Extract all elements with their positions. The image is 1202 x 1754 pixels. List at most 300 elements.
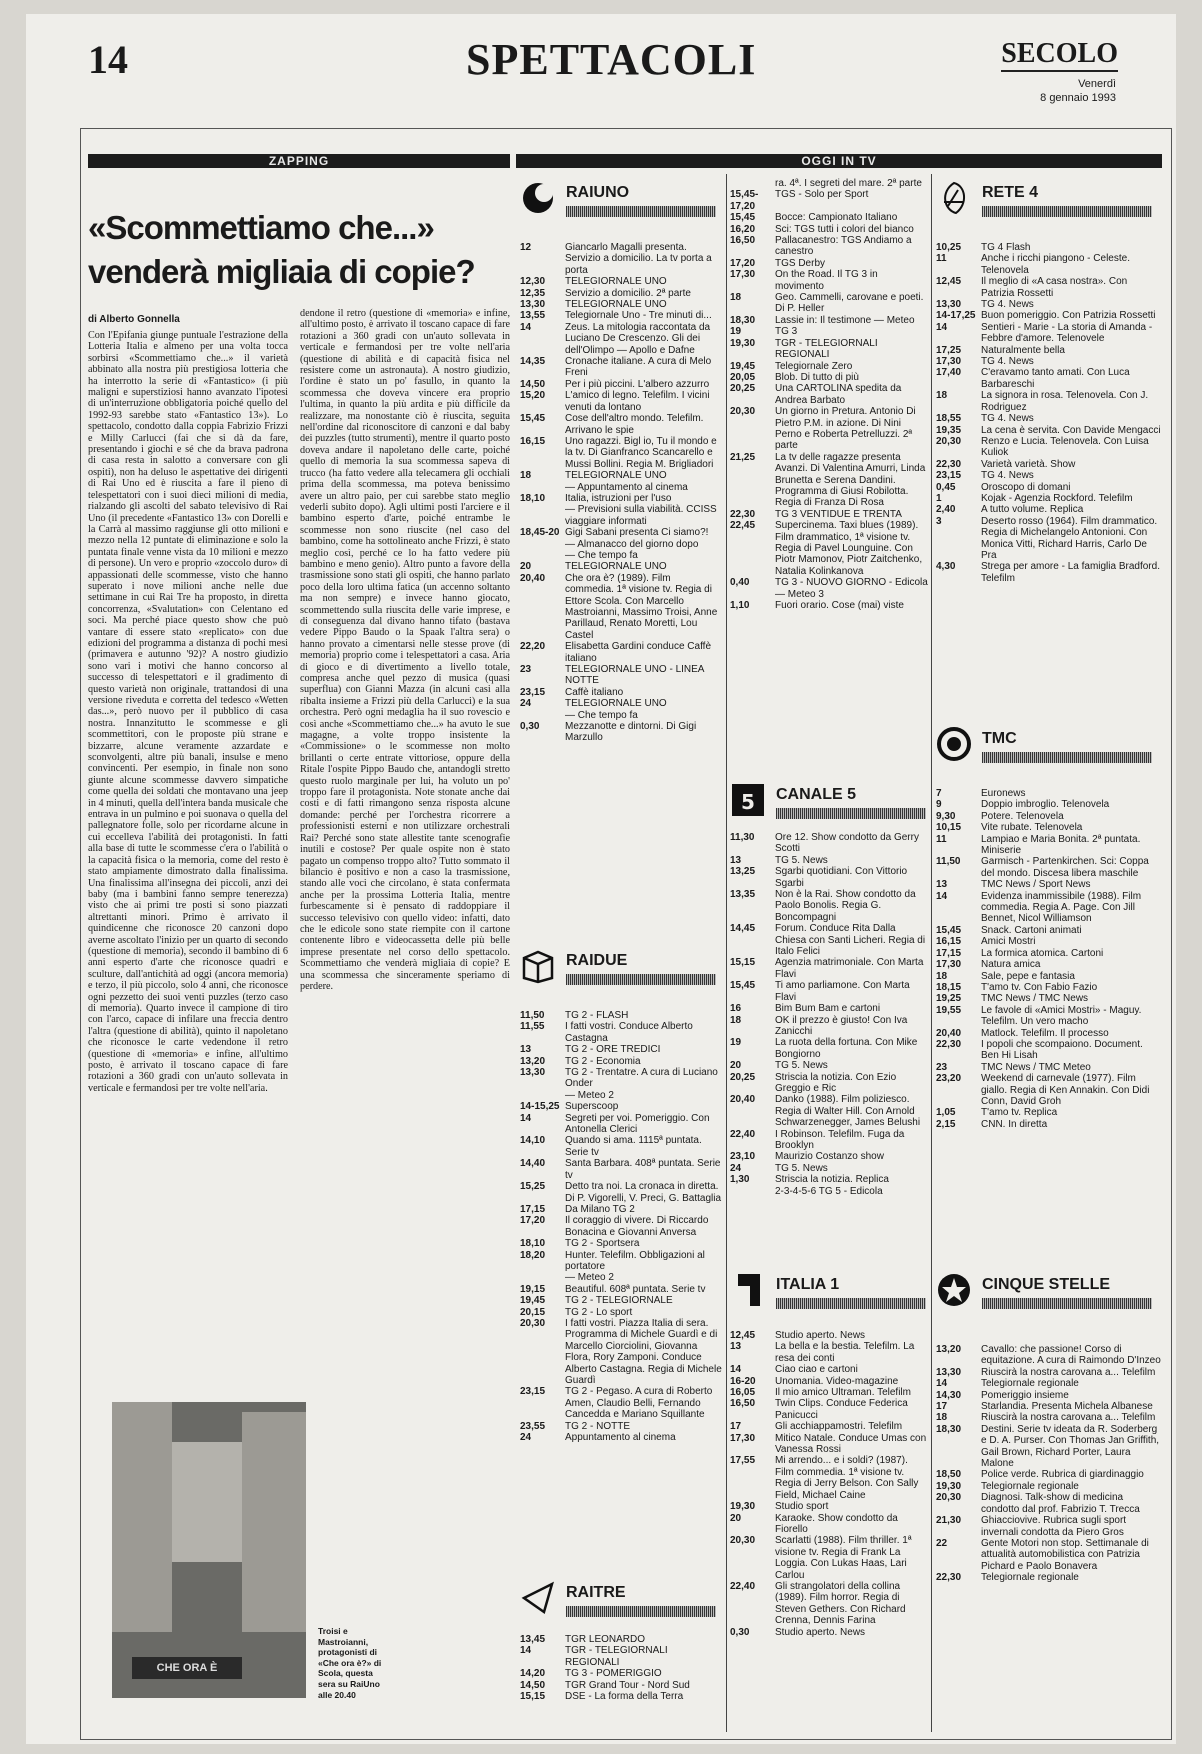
program-time: 11,55 [520,1021,545,1033]
program-title: Sentieri - Marie - La storia di Amanda - Febbre d'amore. Telenovele [981,321,1153,345]
program-entry [730,258,928,269]
canale5-schedule [730,832,928,1262]
program-time: 17,30 [936,959,962,971]
program-title: Studio aperto. News [775,1626,866,1638]
program-entry [520,299,722,310]
program-entry [730,1376,928,1387]
program-time: 18,15 [936,981,962,993]
program-title: Sale, pepe e fantasia [981,970,1075,982]
program-time: 15,25 [520,1181,546,1193]
canale5-header [730,782,930,822]
program-title: La cena è servita. Con Davide Mengacci [981,424,1161,436]
program-entry [730,361,928,372]
program-time: 20,30 [730,1535,756,1547]
program-time: 0,30 [520,721,540,733]
program-entry [520,288,722,299]
program-title: TMC News / Sport News [981,879,1091,891]
program-time: 22,30 [936,1572,962,1584]
program-entry [730,1364,928,1375]
program-entry [730,212,928,223]
program-time: 22 [936,1537,948,1549]
program-title: Euronews [981,788,1026,799]
program-entry [936,879,1162,890]
program-title: TELEGIORNALE UNO [565,299,667,311]
program-time: 14,20 [520,1668,546,1680]
program-title: — Meteo 2 [565,1272,614,1284]
program-time: 18,10 [520,1238,546,1250]
program-time: 23,15 [520,686,546,698]
program-time: 23 [520,664,532,676]
program-title: TG 3 [775,326,798,338]
program-time: 18 [936,1412,948,1424]
program-title: TGR - TELEGIORNALI REGIONALI [565,1645,668,1668]
newspaper-page [26,14,1176,1744]
program-time: 20 [730,1512,742,1524]
program-entry [936,482,1162,493]
program-title: Il meglio di «A casa nostra». Con Patrizia Rossetti [981,276,1128,299]
program-time: 20,30 [730,406,756,418]
program-title: Un giorno in Pretura. Antonio Di Pietro P.M. in azione. Di Nini Perno e Roberta Petrelluzzi. 2ª parte [775,406,916,452]
program-title: Bim Bum Bam e cartoni [775,1003,881,1015]
program-time: 14 [520,321,532,333]
program-entry [936,891,1162,925]
program-time: 14,50 [520,1679,546,1691]
program-title: Gigi Sabani presenta Ci siamo?! [565,527,709,539]
program-title: Geo. Cammelli, carovane e poeti. Di P. Heller [775,292,924,315]
program-entry [936,799,1162,810]
program-title: Gli acchiappamostri. Telefilm [775,1421,903,1433]
program-entry [936,1028,1162,1039]
program-time: 20 [730,1060,742,1072]
program-entry [520,641,722,664]
program-time: 19 [730,1037,742,1049]
program-time: 13,30 [936,1366,962,1378]
program-title: TG 4. News [981,299,1034,311]
program-time: 12,45 [730,1330,756,1341]
program-title: TG 2 - Lo sport [565,1306,633,1318]
program-time: 23,15 [520,1386,546,1398]
raiuno-logo-icon [520,180,556,216]
program-time: 14,45 [730,923,756,935]
program-entry [936,993,1162,1004]
program-time: 19,45 [730,360,756,372]
program-time: 9,30 [936,810,956,822]
program-title: Telegiornale Zero [775,360,853,372]
program-time: 22,30 [936,1038,962,1050]
program-title: — Almanacco del giorno dopo [565,538,699,550]
program-title: Kojak - Agenzia Rockford. Telefilm [981,492,1133,504]
program-title: — Appuntamento al cinema [565,481,688,493]
program-time: 20,40 [936,1027,962,1039]
program-title: TELEGIORNALE UNO [565,276,667,288]
program-entry [520,1238,722,1249]
program-entry [936,936,1162,947]
program-entry [730,1015,928,1038]
program-entry [730,1535,928,1581]
program-entry [936,1367,1162,1378]
program-entry [520,1113,722,1136]
raitre-schedule [520,1634,722,1734]
program-title: TMC News / TMC News [981,993,1089,1005]
program-title: Beautiful. 608ª puntata. Serie tv [565,1283,706,1295]
svg-text:5: 5 [741,790,755,814]
program-time: 14,50 [520,378,546,390]
program-title: Fuori orario. Cose (mai) viste [775,600,904,612]
program-title: Da Milano TG 2 [565,1203,635,1215]
program-entry [520,1307,722,1318]
program-title: Varietà varietà. Show [981,458,1076,470]
program-time: 24 [730,1162,742,1174]
program-time: 17,30 [730,1432,756,1444]
program-title: Lassie in: Il testimone — Meteo [775,314,915,326]
program-time: 13,35 [730,889,756,901]
program-time: 12 [520,242,532,253]
program-time: 14-15,25 [520,1101,560,1113]
program-entry [936,1424,1162,1470]
program-title: Twin Clips. Conduce Federica Panicucci [775,1398,908,1421]
program-title: Zeus. La mitologia raccontata da Luciano De Crescenzo. Gli dei dell'Olimpo — Apollo e Dafne [565,321,711,356]
program-title: Superscoop [565,1101,619,1113]
program-entry [730,855,928,866]
program-time: 12,45 [936,276,962,288]
program-entry [936,982,1162,993]
raitre-logo-icon [520,1580,556,1616]
column-divider [931,174,932,1732]
program-entry [936,959,1162,970]
program-title: DSE - La forma della Terra [565,1691,684,1703]
program-time: 14 [520,1645,532,1657]
program-entry [520,310,722,321]
program-title: OK il prezzo è giusto! Con Iva Zanicchi [775,1014,908,1037]
program-title: TG 2 - FLASH [565,1010,629,1021]
program-entry [520,1215,722,1238]
program-entry [730,315,928,326]
program-entry [730,957,928,980]
newspaper-logo: SECOLO [1001,38,1118,72]
program-title: Unomania. Video-magazine [775,1375,899,1387]
program-title: Detto tra noi. La cronaca in diretta. Di P. Vigorelli, V. Preci, G. Battaglia [565,1181,722,1204]
raitre-header [520,1580,720,1620]
program-time: 14,10 [520,1135,546,1147]
program-title: Gente Motori non stop. Settimanale di attualità automobilistica con Patrizia Pichard e Paolo Bonavera [981,1537,1149,1572]
program-title: TG 3 - POMERIGGIO [565,1668,662,1680]
program-title: Per i più piccini. L'albero azzurro [565,378,710,390]
program-entry [936,1119,1162,1130]
program-title: Doppio imbroglio. Telenovela [981,799,1110,811]
photo-sign: CHE ORA È [132,1657,242,1679]
program-entry [520,242,722,276]
program-time: 14-17,25 [936,310,976,322]
article-photo [112,1402,306,1698]
program-entry [936,459,1162,470]
program-time: 4,30 [936,561,956,573]
program-time [730,178,775,189]
program-entry [730,1433,928,1456]
program-time: 18,30 [936,1423,962,1435]
program-time: 19,30 [730,337,756,349]
raitre-name: RAITRE [566,1584,626,1601]
program-time: 17,15 [936,947,962,959]
program-entry [936,1390,1162,1401]
program-title: Studio sport [775,1501,829,1513]
program-entry [520,664,722,687]
program-title: Striscia la notizia. Replica [775,1174,889,1186]
program-title: I fatti vostri. Conduce Alberto Castagna [565,1021,693,1044]
tmc-name: TMC [982,730,1017,747]
program-time: 15,15 [730,957,756,969]
program-entry [936,1107,1162,1118]
program-entry [936,856,1162,879]
program-entry [936,1039,1162,1062]
program-title: Bocce: Campionato Italiano [775,212,898,224]
program-title: TG 5. News [775,1162,828,1174]
program-time: 14 [936,321,948,333]
raidue-schedule [520,1010,722,1570]
program-entry [936,948,1162,959]
program-time: 19,45 [520,1295,546,1307]
article-column-2: dendone il retro (questione di «memoria» e infine, all'ultimo posto, è arrivato il toscano capace di fare rotazioni a 360 gradi con un'auto sollevata in verticale e fermandosi per tre volte nell'aria (questione di abilità e di capacità fisica nel resistere come un astronauta). A nostro giudizio, l'ordine è stato un po' fasullo, in quanto la scommessa che doveva vincere era proprio l'ultima, in quanto la più ardita e più difficile da realizzare, ma nonostante ciò è riuscita, seguita nell'ordine dal riconoscitore di canzoni e dal baby dei puzzles (tutto strumenti), mentre il quarto posto doveva andare il napoletano delle carte, poiché quello di memoria la sua scommessa sapeva di trucco (ha fatto vedere alla telecamera gli occhiali prima della scommessa, ma poteva benissimo avere un altro paio, per cui sarebbe stato meglio vederli subito dopo). Agli ultimi posti l'arciere e il bambino esperto d'arte, poiché entrambe le scommesse non sono riuscite (nel caso del bambino, come ha sottolineato anche Frizzi, è stato meglio così, perché ce lo ha fatto vedere più bambino e meno genio). Altro punto a favore della trasmissione sono stati gli ospiti, che hanno parlato poco della loro ultima fatica (un accenno soltanto ma non sempre) e invece hanno giocato, scommettendo sulla riuscita delle varie imprese, e di conseguenza dal divano hanno tifato (bastava vedere Pippo Baudo o la Spaak l'altra sera) o hanno provato a cimentarsi nelle stesse prove (di memoria) proprio come i telespettatori a casa. Aria di gioco e di divertimento a livello totale, compresa anche quel pezzo di musica (quasi superflua) con Gianni Mazza (in alcuni casi alla ribalta insieme a Frizzi più della Carlucci) e la sua orchestra. Però ogni medaglia ha il suo rovescio e così anche «Scommettiamo che...» ha avuto le sue magagne, a volte troppo insistente la «Commissione» o le scommesse non molto brillanti o certe entrate vittoriose, oppure della Ritale l'ospite Pippo Baudo che, antandogli stretto questo ruolo marginale per lui, ha voluto un po' troppo fare il protagonista. Note stonate anche dai costi e di fatti rimangono senza risposta alcune domande: perché per l'orchestra ricorrere a professionisti esterni e non utilizzare orchestrali Rai? Perché sono state allestite tante scenografie inutili e costose? Per quale ospite non è stato pagato un compenso troppo alto? Tutto sommato il bilancio è positivo e non a caso la trasmissione, stando alle voci che circolano, è stata confermata anche per la prossima Lotteria Italia, mentre furbescamente si è pensato di raddoppiare il successo televisivo con quello video: infatti, dato che le edicole sono state riempite con il cartone contenente libro e videocassetta delle più belle imprese presentate nel corso dello spettacolo. Scommettiamo che venderà migliaia di copie? E una scommessa che sinceramente speriamo di perdere. [300,308,510,992]
program-title: Karaoke. Show condotto da Fiorello [775,1512,898,1535]
program-entry [936,1538,1162,1572]
program-time: 18 [730,1014,742,1026]
program-entry [936,322,1162,345]
program-time: 22,20 [520,641,546,653]
program-entry [520,527,722,538]
program-entry [730,189,928,212]
program-time: 1,30 [730,1174,750,1186]
program-entry [520,1204,722,1215]
program-entry [936,1412,1162,1423]
program-entry [520,710,722,721]
program-title: Sgarbi quotidiani. Con Vittorio Sgarbi [775,866,908,889]
program-title: Telegiornale Uno - Tre minuti di... [565,310,712,322]
program-time: 13 [730,1341,742,1353]
program-time: 20 [520,561,532,573]
program-title: Telegiornale regionale [981,1480,1079,1492]
program-entry [936,413,1162,424]
program-entry [520,550,722,561]
program-title: Potere. Telenovela [981,810,1064,822]
program-title: Che ora è? (1989). Film commedia. 1ª visione tv. Regia di Ettore Scola. Con Marcello Mastroianni, Massimo Troisi, Anne Parillaud, Renato Moretti, Lou Castel [565,572,718,641]
program-entry [936,299,1162,310]
program-time: 13,30 [936,299,962,311]
program-entry [936,436,1162,459]
program-entry [936,811,1162,822]
program-entry [520,390,722,413]
program-time: 15,15 [520,1691,546,1703]
program-entry [520,276,722,287]
program-entry [520,1421,722,1432]
canale5-logo-icon [730,782,766,818]
program-entry [520,1284,722,1295]
program-title: Caffè italiano [565,686,624,698]
program-title: Ghiacciovive. Rubrica sugli sport invernali condotta da Piero Gros [981,1515,1127,1538]
program-entry [730,1094,928,1128]
program-entry [936,493,1162,504]
program-time: 10,25 [936,242,962,253]
program-time: 1,05 [936,1107,956,1119]
program-title: TMC News / TMC Meteo [981,1061,1091,1073]
program-time: 18 [520,470,532,482]
program-title: TG 2 - Economia [565,1055,641,1067]
issue-weekday: Venerdì [1078,78,1116,90]
program-title: CNN. In diretta [981,1118,1048,1130]
program-time: 0,30 [730,1626,750,1638]
tv-guide-label: OGGI IN TV [516,154,1162,168]
program-title: ra. 4ª. I segreti del mare. 2ª parte [775,178,922,189]
program-entry [730,1186,928,1197]
program-time: 16,50 [730,235,756,247]
program-time: 17,30 [936,356,962,368]
program-time: 23,10 [730,1151,756,1163]
rete4-header [936,180,1166,220]
program-entry [936,561,1162,584]
program-title: La signora in rosa. Telenovela. Con J. Rodriguez [981,390,1149,413]
program-time: 19,15 [520,1283,546,1295]
program-time: 11 [936,253,947,265]
program-title: Destini. Serie tv ideata da R. Soderberg e D. A. Purser. Con Thomas Jan Griffith, Gail Brown, Richard Porter, Laura Malone [981,1423,1160,1470]
program-title: TGR - TELEGIORNALI REGIONALI [775,337,878,361]
program-title: Ti amo parliamone. Con Marta Flavi [775,980,910,1003]
program-entry [936,470,1162,481]
photo-caption: Troisi e Mastroianni, protagonisti di «Che ora è?» di Scola, questa sera su RaiUno alle 20.40 [318,1626,382,1700]
program-title: Diagnosi. Talk-show di medicina condotto dal prof. Fabrizio T. Trecca [981,1492,1140,1515]
program-time: 18 [936,390,948,402]
program-time: 14,30 [936,1389,962,1401]
program-entry [936,425,1162,436]
program-title: Natura amica [981,959,1041,971]
program-entry [520,1056,722,1067]
program-entry [520,1044,722,1055]
program-entry [730,1455,928,1501]
page-number: 14 [88,37,128,82]
program-title: Garmisch - Partenkirchen. Sci: Coppa del mondo. Discesa libera maschile [981,856,1149,879]
program-time [520,550,565,561]
program-entry [936,516,1162,562]
program-time: 7 [936,788,942,799]
program-title: Blob. Di tutto di più [775,371,859,383]
program-entry [730,1421,928,1432]
tmc-header [936,726,1166,766]
program-entry [730,1037,928,1060]
program-time: 0,40 [730,577,750,589]
article-column-1: Con l'Epifania giunge puntuale l'estrazione della Lotteria Italia e almeno per una volta tocca sorbirsi «Scommettiamo che...» il varietà abbinato alla nostra più prestigiosa lotteria che ha interrotto la serie di «Fantastico» (i più maligni e superstiziosi hanno avanzato l'ipotesi di un'interruzione obbligatoria poiché quello del 1992-93 sarebbe stato «Fantastico 13»). Lo spettacolo, condotto dalla coppia Fabrizio Frizzi e Milly Carlucci (fai che si dà da fare, presentando i giochi e sé che da brava padrona di casa resta in salotto a conversare con gli ospiti), non ha deluso le aspettative dei dirigenti di Rai Uno ed è riuscita a fare il pieno di telespettatori con i suoi dieci milioni di media, rialzando gli ascolti del sabato televisivo di Rai Uno (il precedente «Fantastico 13» con Dorelli e la Carrà al massimo raggiunse gli otto milioni e mezzo nella 12 puntate di eliminazione e solo la puntata finale venne vista da 10 milioni e mezzo di persone). Un vero e proprio «zoccolo duro» di appassionati delle scommesse, visto che hanno superato i nove milioni anche nelle due settimane in cui Rai Tre ha proposto, in diretta concorrenza, «Svalutation» con Celentano ed soci. Ma perché piace questo show che può vantare di essere stato «replicato» con due edizioni del programma a distanza di pochi mesi (primavera e autunno '92)? A nostro giudizio sono vari i motivi che hanno concorso al successo di telespettatori e il gradimento di questo varietà non originale, trattandosi di una versione riveduta e corretta del tedesco «Wetten das...», però nuovo per il pubblico di casa nostra. Innanzitutto le scommesse e gli scommettitori, con le proposte più strane e bizzarre, alcune veramente azzardate e sconvolgenti, altre più banali, insulse e meno convincenti. Per esempio, in finale non sono giunte alcune scommesse davvero simpatiche come quella dei soldati che montavano una jeep in 4 minuti, quella dell'intera banda musicale che entrava in un pulmino e poi suonava o quella del pallegnatore folle, solo per ricordarne alcune in cui eccelleva l'abilità dei protagonisti. In fatti alla base di tutte le scommesse c'era o l'abilità o la capacità fisica o la memoria, come del resto è stato ampiamente dimostrato dalla finalissima. Una finalissima all'insegna dei piccoli, anzi dei baby (ma i bambini fanno sempre tenerezza) visto che ai primi tre posti si sono piazzati altrettanti minori. Primo è arrivato il quindicenne che riconosce 20 canzoni dopo averne ascoltato l'inizio per un quarto di secondo (questione di memoria), secondo il bambino di 6 anni esperto d'arte che riconosce quadri e sculture, dall'antichità ad oggi (ancora memoria) e terzo, il più piccolo, solo 4 anni, che riconosce ogni pezzetto dei suoi venti puzzles (terzo caso di memoria). Quarto invece il campione di tiro con l'arco, capace di infilare una freccia dentro l'altra (questione di abilità), quinto il napoletano che riconosce le carte vedendone il retro (questione di «memoria» e infine, all'ultimo posto, è arrivato il toscano capace di fare rotazioni a 360 gradi con un'auto sollevata in verticale e fermandosi per tre volte nell'aria. [88,330,288,1094]
program-title: Telegiornale regionale [981,1378,1079,1390]
program-time [520,1090,565,1101]
program-title: TELEGIORNALE UNO - LINEA NOTTE [565,664,704,687]
program-title: La formica atomica. Cartoni [981,947,1104,959]
program-time: 19,35 [936,424,962,436]
program-entry [936,276,1162,299]
program-entry [936,788,1162,799]
program-title: Forum. Conduce Rita Dalla Chiesa con Santi Licheri. Regia di Italo Felici [775,923,926,958]
program-entry [730,235,928,258]
program-time: 22,30 [730,508,756,520]
program-time: 18,30 [730,314,756,326]
program-title: Danko (1988). Film poliziesco. Regia di Walter Hill. Con Arnold Schwarzenegger, James Belushi [775,1094,921,1129]
program-time: 17,20 [730,257,756,269]
program-entry [936,1515,1162,1538]
program-title: Snack. Cartoni animati [981,924,1082,936]
program-time: 14,35 [520,356,546,368]
program-time: 11 [936,833,947,845]
program-title: Giancarlo Magalli presenta. Servizio a domicilio. La tv porta a porta [565,242,712,276]
program-entry [520,379,722,390]
program-time: 16,15 [936,936,962,948]
program-entry [936,504,1162,515]
program-title: TG 2 - ORE TREDICI [565,1044,661,1056]
program-entry [520,1090,722,1101]
tmc-logo-icon [936,726,972,762]
program-time: 2,40 [936,504,956,516]
program-entry [520,687,722,698]
program-time: 14 [936,1378,948,1390]
program-title: I popoli che scompaiono. Document. Ben Hi Lisah [981,1038,1143,1062]
program-time: 13 [936,879,948,891]
program-time: 18,55 [936,413,962,425]
program-title: 2-3-4-5-6 TG 5 - Edicola [775,1185,883,1197]
program-title: Studio aperto. News [775,1330,866,1341]
program-title: TG 2 - NOTTE [565,1420,630,1432]
program-time [520,710,565,721]
program-time: 24 [520,698,532,710]
program-title: TG 2 - Trentatre. A cura di Luciano Onder [565,1067,718,1090]
program-title: Ore 12. Show condotto da Gerry Scotti [775,832,919,855]
program-entry [936,356,1162,367]
program-title: On the Road. Il TG 3 in movimento [775,269,878,292]
program-time: 23,15 [936,470,962,482]
program-title: TELEGIORNALE UNO [565,470,667,482]
program-title: Mi arrendo... e i soldi? (1987). Film commedia. 1ª visione tv. Regia di Jerry Belson. Con Sally Field, Michael Caine [775,1455,919,1501]
program-title: — Che tempo fa [565,709,638,721]
program-time: 16 [730,1003,742,1015]
program-entry [520,1668,722,1679]
program-title: Le favole di «Amici Mostri» - Maguy. Telefilm. Un vero macho [981,1004,1142,1028]
program-entry [730,1398,928,1421]
program-time: 17,40 [936,367,962,379]
program-time: 17,55 [730,1455,756,1467]
program-entry [936,390,1162,413]
program-entry [730,1151,928,1162]
program-time: 19,25 [936,993,962,1005]
program-entry [520,721,722,744]
program-time: 18,50 [936,1469,962,1481]
program-title: Deserto rosso (1964). Film drammatico. Regia di Michelangelo Antonioni. Con Monica Vitti, Richard Harris, Carlo De Pra [981,515,1158,561]
italia1-logo-icon [730,1272,766,1308]
italia1-header [730,1272,930,1312]
program-time: 17,25 [936,344,962,356]
program-title: T'amo tv. Con Fabio Fazio [981,981,1098,993]
program-time: 15,45 [936,924,962,936]
program-title: Buon pomeriggio. Con Patrizia Rossetti [981,310,1156,322]
raidue-name: RAIDUE [566,952,628,969]
program-time: 14 [730,1364,742,1376]
program-entry [730,1627,928,1638]
program-entry [936,310,1162,321]
program-time: 13 [520,1044,532,1056]
program-title: La tv delle ragazze presenta Avanzi. Di Valentina Amurri, Linda Brunetta e Serena Dandini. Programma di Giusi Robilotta. Regia di Franza Di Rosa [775,451,926,509]
program-entry [520,482,722,493]
program-time: 11,50 [936,856,961,868]
program-time: 21,30 [936,1515,962,1527]
program-title: TG 4. News [981,413,1034,425]
program-entry [520,1067,722,1090]
program-time: 12,35 [520,287,546,299]
program-time: 11,50 [520,1010,545,1021]
program-time: 16,20 [730,223,756,235]
program-title: A tutto volume. Replica [981,504,1084,516]
program-title: Telegiornale regionale [981,1572,1079,1584]
